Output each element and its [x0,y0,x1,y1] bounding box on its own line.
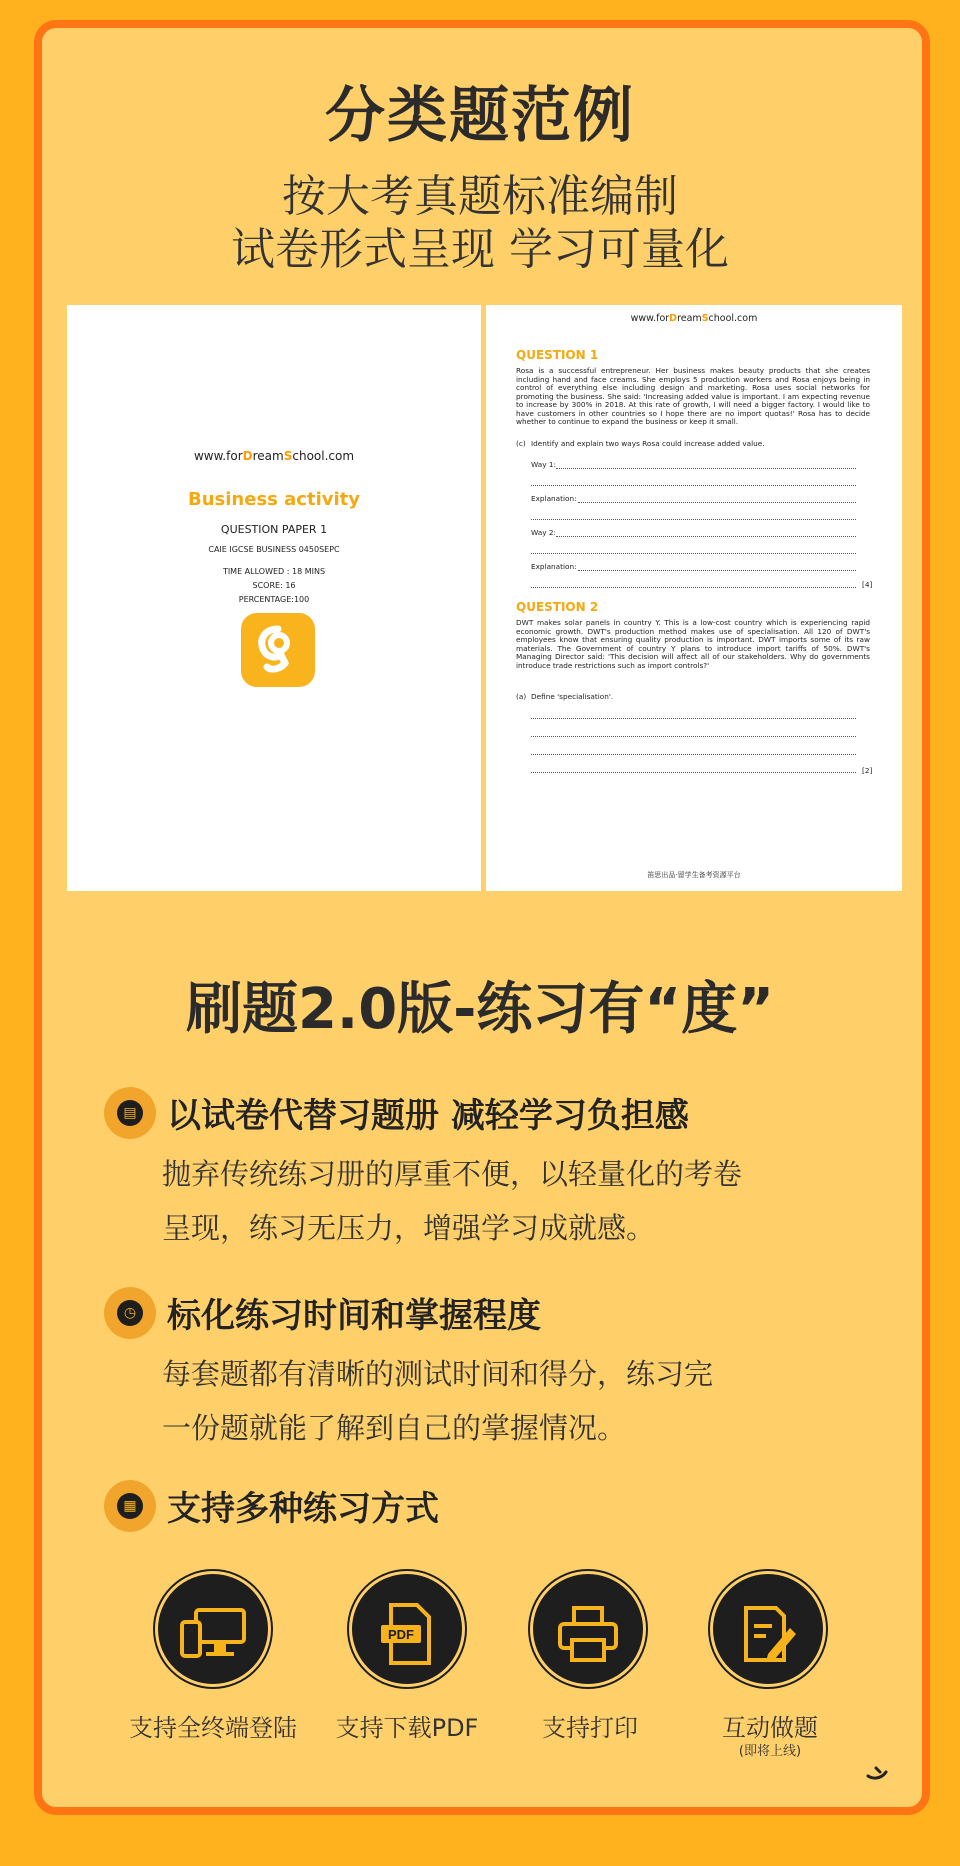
score-label: SCORE: 16 [252,581,296,590]
feature-note-4: (即将上线) [738,1744,802,1759]
q2-marks: [2] [862,766,873,775]
answer-line [531,485,856,486]
feature-heading-2: 标化练习时间和掌握程度 [167,1296,541,1336]
question-2-title: QUESTION 2 [516,600,599,614]
feature-heading-3: 支持多种练习方式 [167,1489,439,1529]
clock-icon: ◷ [117,1300,143,1326]
way-1-label: Way 1: [531,460,556,469]
cover-page [67,305,481,891]
answer-line [556,536,856,537]
subtitle-1: 按大考真题标准编制 [282,171,678,222]
q1-marks: [4] [862,580,873,589]
answer-line [531,736,856,737]
grid-icon: ▦ [117,1493,143,1519]
question-1-text: Rosa is a successful entrepreneur. Her business makes beauty products that she creates including hand and face creams. She employs 5 production workers and Rosa enjoys being in control of everything else including design and marketing. Rosa uses social networks for promoting the business. She said: 'Increasing added value is important. I am expecting revenue to increase by 300% in 2018. At this rate of growth, I will need a bigger factory. I would like to have customers in other countries so I hope there are no import quotas!' Rosa has to decide whether to continue to expand the business or keep it small. [516,366,870,426]
q1-part-text: Identify and explain two ways Rosa could increase added value. [531,439,765,448]
pdf-icon [349,1571,465,1687]
feature-desc-1a: 抛弃传统练习册的厚重不便，以轻量化的考卷 [162,1157,743,1191]
question-2-text: DWT makes solar panels in country Y. This is a low-cost country which is experiencing rapid economic growth. DWT's production method makes use of specialisation. All 120 of DWT's employees know that ensuring quality production is important. DWT imports some of its raw materials. The Government of country Y plans to introduce import tariffs of 50%. DWT's Managing Director said: 'This decision will affect all of our stakeholders. Why do governments introduce trade restrictions such as import controls?' [516,618,870,670]
answer-line [531,553,856,554]
question-1-title: QUESTION 1 [516,348,599,362]
printer-icon [530,1571,646,1687]
feature-label-3: 支持打印 [542,1714,638,1742]
answer-line [556,468,856,469]
feature-label-1: 支持全终端登陆 [129,1714,297,1742]
paper-label: QUESTION PAPER 1 [220,523,328,536]
sheet-site-url: www.forDreamSchool.com [630,313,758,324]
calendar-badge [104,1087,156,1139]
explanation-1-label: Explanation: [531,494,577,503]
feature-label-4: 互动做题 [722,1714,818,1742]
answer-line [531,772,856,773]
sheet-footer: 笛思出品·留学生备考资源平台 [647,871,741,879]
section-title: 刷题2.0版-练习有“度” [185,977,775,1042]
feature-heading-1: 以试卷代替习题册 减轻学习负担感 [167,1096,689,1136]
course-label: CAIE IGCSE BUSINESS 0450SEPC [208,545,340,554]
answer-line [531,587,856,588]
explanation-2-label: Explanation: [531,562,577,571]
answer-line [578,570,856,571]
feature-desc-2b: 一份题就能了解到自己的掌握情况。 [162,1411,627,1445]
feature-desc-2a: 每套题都有清晰的测试时间和得分，练习完 [162,1357,714,1391]
time-label: TIME ALLOWED : 18 MINS [222,567,326,576]
card-frame [34,20,930,1815]
question-sheet [486,305,902,891]
clock-badge [104,1287,156,1339]
grid-badge [104,1480,156,1532]
q2-part-label: (a) [516,692,527,701]
q1-part-label: (c) [516,439,526,448]
answer-line [531,754,856,755]
wave-mark-icon [866,1762,892,1786]
subtitle-2: 试卷形式呈现 学习可量化 [231,224,729,275]
feature-desc-1b: 呈现，练习无压力，增强学习成就感。 [162,1211,656,1245]
answer-line [531,519,856,520]
brand-logo [241,613,315,687]
cover-heading: Business activity [188,489,360,510]
way-2-label: Way 2: [531,528,556,537]
site-url: www.forDreamSchool.com [193,449,355,463]
svg-text:PDF: PDF [388,1627,414,1642]
calendar-icon: ▤ [117,1100,143,1126]
q2-part-text: Define 'specialisation'. [531,692,614,701]
edit-icon [710,1571,826,1687]
answer-line [578,502,856,503]
page-title: 分类题范例 [0,68,960,154]
devices-icon [155,1571,271,1687]
feature-label-2: 支持下载PDF [335,1714,479,1742]
answer-line [531,718,856,719]
percentage-label: PERCENTAGE:100 [238,595,310,604]
